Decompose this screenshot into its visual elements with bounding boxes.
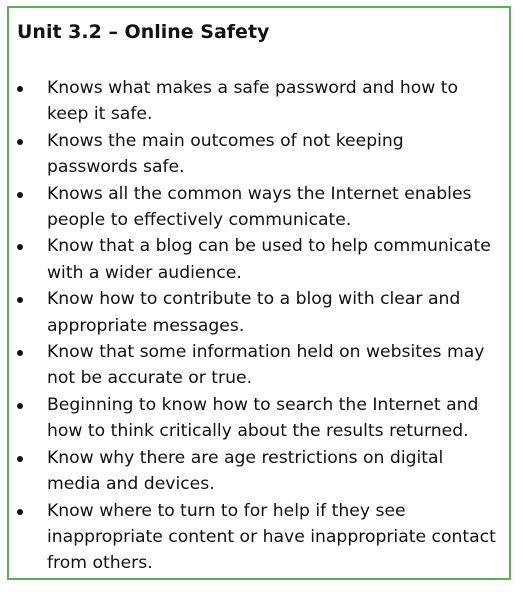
bullet-icon [17, 456, 23, 462]
list-item-text: Knows the main outcomes of not keeping passwords safe. [47, 130, 404, 178]
bullet-icon [17, 86, 23, 92]
list-item [9, 445, 509, 498]
bullet-icon [17, 403, 23, 409]
list-item [9, 75, 509, 128]
list-item [9, 392, 509, 445]
list-item-text: Knows all the common ways the Internet enables people to effectively communicate. [47, 183, 472, 231]
list-item [9, 339, 509, 392]
list-item-text: Know why there are age restrictions on digital media and devices. [47, 447, 444, 495]
list-item-text: Know that some information held on websites may not be accurate or true. [47, 342, 485, 389]
list-item-text: Know how to contribute to a blog with clear and appropriate messages. [47, 289, 461, 336]
unit-card [7, 6, 511, 580]
objectives-list [9, 75, 509, 577]
list-item [9, 286, 509, 339]
list-item-text: Know that a blog can be used to help communicate with a wider audience. [47, 236, 491, 283]
list-item [9, 233, 509, 286]
list-item-text: Beginning to know how to search the Internet and how to think critically about the results returned. [47, 394, 479, 442]
bullet-icon [17, 297, 23, 303]
list-item-text: Knows what makes a safe password and how to keep it safe. [47, 78, 459, 125]
bullet-icon [17, 244, 23, 250]
list-item [9, 128, 509, 181]
bullet-icon [17, 509, 23, 515]
bullet-icon [17, 139, 23, 145]
bullet-icon [17, 350, 23, 356]
bullet-icon [17, 192, 23, 198]
list-item-text: Know where to turn to for help if they see inappropriate content or have inappropriate contact from others. [47, 500, 496, 574]
unit-title: Unit 3.2 – Online Safety [17, 21, 270, 43]
list-item [9, 498, 509, 577]
list-item [9, 181, 509, 234]
